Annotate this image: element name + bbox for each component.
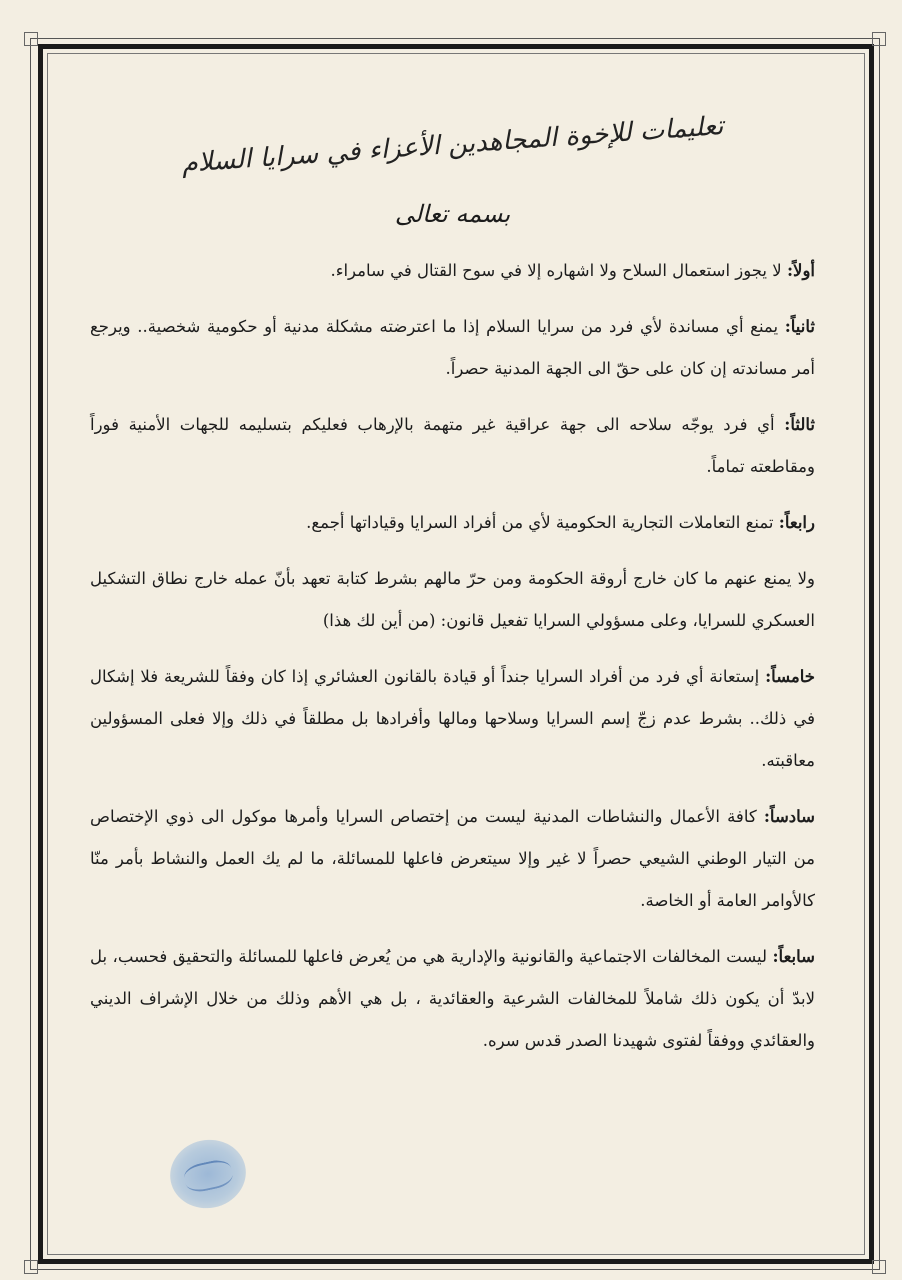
paragraph-lead: سابعاً:: [772, 947, 815, 966]
paragraph-lead: خامساً:: [765, 667, 815, 686]
paragraph-text: ليست المخالفات الاجتماعية والقانونية والإدارية هي من يُعرض فاعلها للمسائلة والتحقيق فحسب، بل لابدّ أن يكون ذلك شاملاً للمخالفات الشرعية والعقائدية ، بل هي الأهم وذلك من خلال الإشراف الديني والعقائدي ووفقاً لفتوى شهيدنا الصدر قدس سره.: [90, 947, 815, 1050]
document-title: تعليمات للإخوة المجاهدين الأعزاء في سرايا السلام: [180, 111, 725, 179]
document-body: [90, 111, 815, 1076]
corner-ornament: [24, 1260, 38, 1274]
corner-ornament: [24, 32, 38, 46]
instruction-paragraph-6: [90, 796, 815, 922]
paragraph-lead: رابعاً:: [778, 513, 815, 532]
corner-ornament: [872, 32, 886, 46]
paragraph-text: كافة الأعمال والنشاطات المدنية ليست من إختصاص السرايا وأمرها موكول الى ذوي الإختصاص من التيار الوطني الشيعي حصراً لا غير وإلا سيتعرض فاعلها للمسائلة، ما لم يك العمل والنشاط بأمر منّا كالأوامر العامة أو الخاصة.: [90, 807, 815, 910]
instruction-paragraph-1: [90, 250, 815, 292]
paragraph-lead: سادساً:: [763, 807, 815, 826]
basmala-heading: بسمه تعالى: [394, 200, 511, 228]
paragraph-text: ولا يمنع عنهم ما كان خارج أروقة الحكومة ومن حرّ مالهم بشرط كتابة تعهد بأنّ عمله خارج نطاق التشكيل العسكري للسرايا، وعلى مسؤولي السرايا تفعيل قانون: (من أين لك هذا): [90, 569, 815, 630]
instruction-paragraph-4-continued: [90, 558, 815, 642]
paragraph-text: أي فرد يوجّه سلاحه الى جهة عراقية غير متهمة بالإرهاب فعليكم بتسليمه للجهات الأمنية فوراً ومقاطعته تماماً.: [90, 415, 815, 476]
instruction-paragraph-2: [90, 306, 815, 390]
instruction-paragraph-4: [90, 502, 815, 544]
instruction-paragraph-5: [90, 656, 815, 782]
instruction-paragraph-3: [90, 404, 815, 488]
paragraph-text: إستعانة أي فرد من أفراد السرايا جنداً أو قيادة بالقانون العشائري إذا كان وفقاً للشريعة فلا إشكال في ذلك.. بشرط عدم زجّ إسم السرايا وسلاحها ومالها وأفرادها بل مطلقاً في ذلك وإلا فعلى المسؤولين معاقبته.: [90, 667, 815, 770]
paragraph-text: يمنع أي مساندة لأي فرد من سرايا السلام إذا ما اعترضته مشكلة مدنية أو حكومية شخصية.. ويرجع أمر مساندته إن كان على حقّ الى الجهة المدنية حصراً.: [90, 317, 815, 378]
stamp-signature-lines: [182, 1157, 235, 1194]
paragraph-text: تمنع التعاملات التجارية الحكومية لأي من أفراد السرايا وقياداتها أجمع.: [306, 513, 779, 532]
paragraph-lead: ثانياً:: [784, 317, 815, 336]
paragraph-lead: أولاً:: [786, 261, 815, 280]
paragraph-lead: ثالثاً:: [784, 415, 815, 434]
instruction-paragraph-7: [90, 936, 815, 1062]
paragraph-text: لا يجوز استعمال السلاح ولا اشهاره إلا في سوح القتال في سامراء.: [330, 261, 787, 280]
corner-ornament: [872, 1260, 886, 1274]
